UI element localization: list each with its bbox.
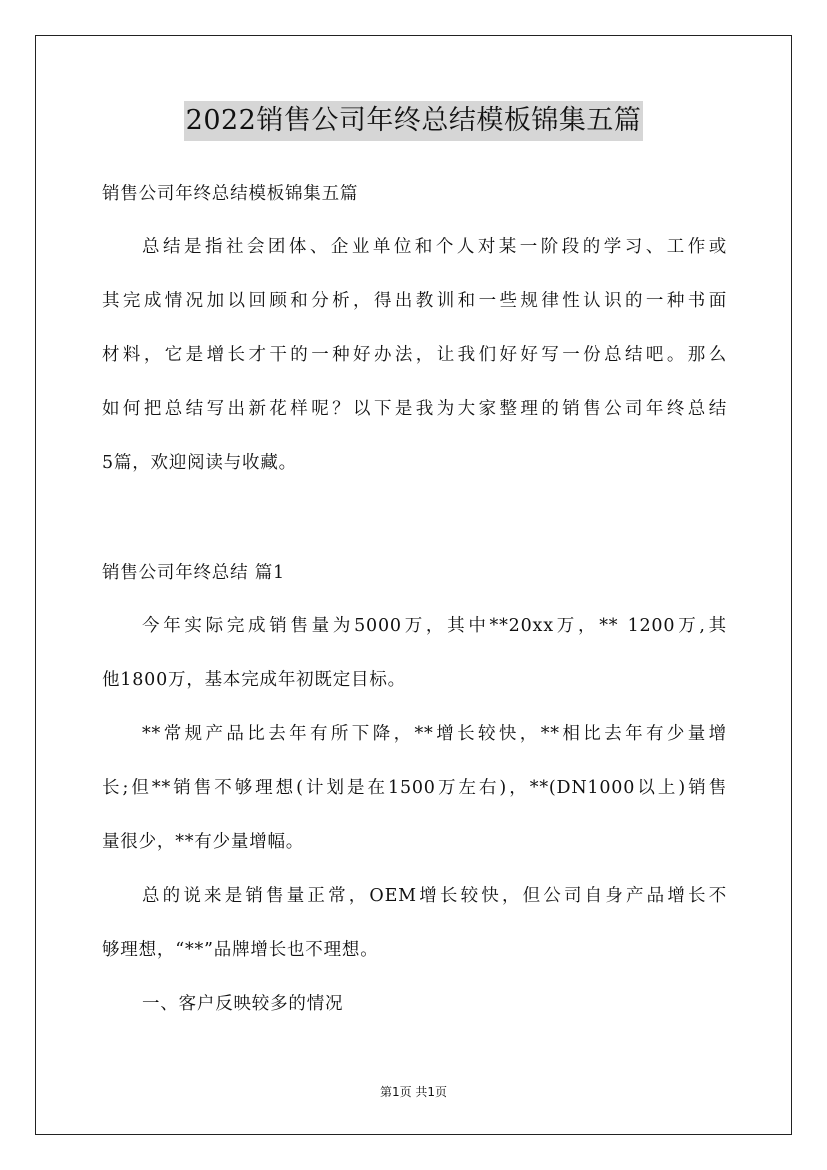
title-container <box>0 101 827 141</box>
para1-line-1: 今年实际完成销售量为5000万，其中**20xx万，** 1200万,其 <box>142 616 727 636</box>
para3-line-1: 总的说来是销售量正常，OEM增长较快，但公司自身产品增长不 <box>142 886 727 906</box>
document-title: 2022销售公司年终总结模板锦集五篇 <box>184 101 644 141</box>
intro-line-5: 5篇，欢迎阅读与收藏。 <box>102 453 297 473</box>
para2-line-2: 长;但**销售不够理想(计划是在1500万左右)，**(DN1000以上)销售 <box>102 778 727 798</box>
subheading-customer-feedback: 一、客户反映较多的情况 <box>142 994 344 1014</box>
page-number: 第1页 共1页 <box>379 1085 448 1099</box>
intro-line-2: 其完成情况加以回顾和分析，得出教训和一些规律性认识的一种书面 <box>102 291 727 311</box>
para2-line-1: **常规产品比去年有所下降，**增长较快，**相比去年有少量增 <box>142 724 727 744</box>
intro-line-4: 如何把总结写出新花样呢？以下是我为大家整理的销售公司年终总结 <box>102 399 727 419</box>
section-heading: 销售公司年终总结 篇1 <box>102 563 285 583</box>
para3-line-2: 够理想，“**”品牌增长也不理想。 <box>102 940 379 960</box>
intro-line-1: 总结是指社会团体、企业单位和个人对某一阶段的学习、工作或 <box>142 237 727 257</box>
para1-line-2: 他1800万，基本完成年初既定目标。 <box>102 670 406 690</box>
para2-line-3: 量很少，**有少量增幅。 <box>102 832 305 852</box>
intro-line-3: 材料，它是增长才干的一种好办法，让我们好好写一份总结吧。那么 <box>102 345 727 365</box>
document-subtitle: 销售公司年终总结模板锦集五篇 <box>102 184 359 204</box>
